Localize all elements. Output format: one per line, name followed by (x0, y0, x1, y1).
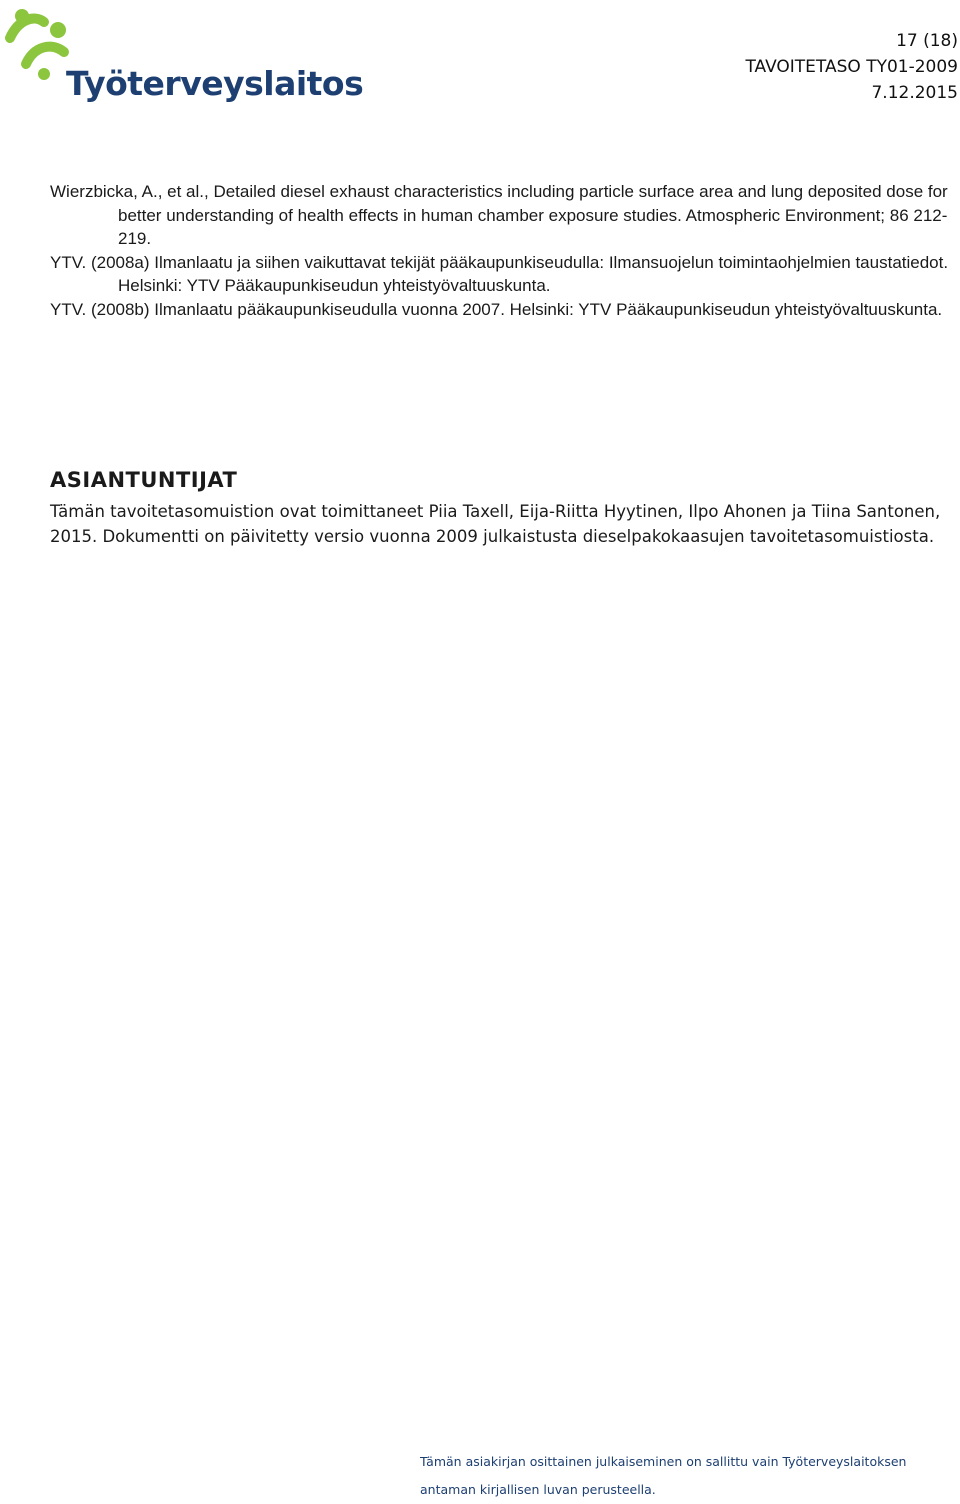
experts-heading: ASIANTUNTIJAT (50, 468, 238, 492)
reference-item: YTV. (2008b) Ilmanlaatu pääkaupunkiseudulla vuonna 2007. Helsinki: YTV Pääkaupunkiseudun yhteistyövaltuuskunta. (50, 299, 943, 319)
reference-list (50, 180, 950, 321)
page-header-info (745, 28, 958, 106)
footer-line: Tämän asiakirjan osittainen julkaiseminen on sallittu vain Työterveyslaitoksen (420, 1454, 907, 1469)
reference-item: YTV. (2008a) Ilmanlaatu ja siihen vaikuttavat tekijät pääkaupunkiseudulla: Ilmansuojelun toimintaohjelmien taustatiedot. Helsinki: YTV Pääkaupunkiseudun yhteistyövaltuuskunta. (50, 252, 949, 295)
page-footer (420, 1448, 960, 1504)
reference-item: Wierzbicka, A., et al., Detailed diesel exhaust characteristics including particle surface area and lung deposited dose for better understanding of health effects in human chamber exposure studies. Atmospheric Environment; 86 212-219. (50, 182, 948, 248)
footer-line: antaman kirjallisen luvan perusteella. (420, 1482, 656, 1497)
experts-paragraph: Tämän tavoitetasomuistion ovat toimittaneet Piia Taxell, Eija-Riitta Hyytinen, Ilpo Ahonen ja Tiina Santonen, 2015. Dokumentti on päivitetty versio vuonna 2009 julkaistusta dieselpakokaasujen tavoitetasomuistiosta. (50, 502, 941, 546)
document-date: 7.12.2015 (871, 83, 958, 103)
logo-wordmark: Työterveyslaitos (66, 64, 364, 103)
tyoterveyslaitos-logo (4, 2, 364, 110)
page-number: 17 (18) (896, 31, 958, 51)
document-id: TAVOITETASO TY01-2009 (745, 57, 958, 77)
logo-mark-icon (4, 2, 74, 82)
